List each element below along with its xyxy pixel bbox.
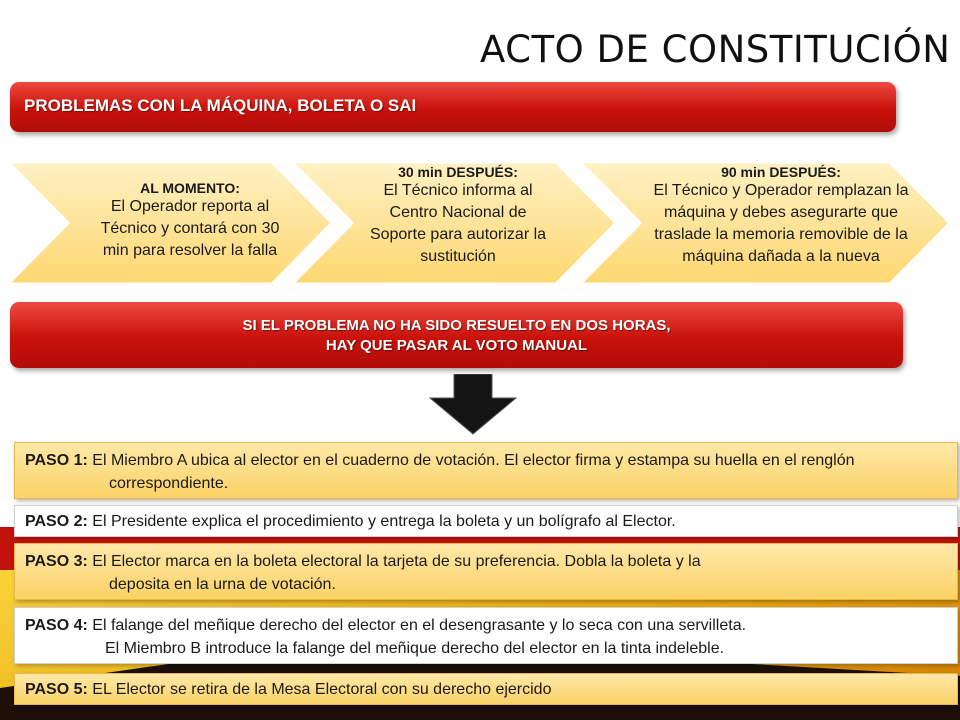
down-arrow-icon [428,374,518,441]
step-3 [14,543,958,600]
step-label: PASO 5: [25,681,88,698]
step-text-cont: correspondiente. [109,475,229,492]
stage-line: El Técnico y Operador remplazan la [653,182,909,199]
step-4 [14,607,958,664]
stage-chevron-3 [578,160,954,286]
step-text: EL Elector se retira de la Mesa Electoral con su derecho ejercido [92,681,552,698]
step-label: PASO 3: [25,553,88,570]
warning-banner [10,302,903,368]
stage-heading: AL MOMENTO: [140,180,240,196]
step-text: El Presidente explica el procedimiento y entrega la boleta y un bolígrafo al Elector. [92,513,676,530]
step-label: PASO 4: [25,617,88,634]
step-1 [14,442,958,499]
stage-heading: 30 min DESPUÉS: [398,164,518,180]
stage-line: Centro Nacional de [389,204,527,221]
stage-line: min para resolver la falla [102,242,278,259]
step-5 [14,673,958,705]
step-text-cont: El Miembro B introduce la falange del meñique derecho del elector en la tinta indeleble. [105,640,725,657]
stage-chevron-1 [6,160,336,286]
stage-heading: 90 min DESPUÉS: [721,164,841,180]
step-text: El falange del meñique derecho del elector en el desengrasante y lo seca con una servilleta. [92,617,747,634]
stage-line: El Operador reporta al [110,198,270,215]
stage-line: máquina y debes asegurarte que [664,204,898,221]
stage-line: Técnico y contará con 30 [100,220,280,237]
warning-line-2: HAY QUE PASAR AL VOTO MANUAL [325,337,588,354]
stage-line: máquina dañada a la nueva [682,248,880,265]
page-title: ACTO DE CONSTITUCIÓN [480,28,951,71]
step-2 [14,505,958,537]
step-text: El Elector marca en la boleta electoral la tarjeta de su preferencia. Dobla la boleta y la [92,553,701,570]
stage-line: traslade la memoria removible de la [654,226,908,243]
stage-chevron-2 [290,160,620,286]
step-text-cont: deposita en la urna de votación. [109,576,336,593]
stage-line: El Técnico informa al [383,182,533,199]
problems-banner: PROBLEMAS CON LA MÁQUINA, BOLETA O SAI [10,82,896,132]
stage-line: sustitución [420,248,496,265]
stage-line: Soporte para autorizar la [369,226,547,243]
step-label: PASO 2: [25,513,88,530]
step-label: PASO 1: [25,452,88,469]
step-text: El Miembro A ubica al elector en el cuaderno de votación. El elector firma y estampa su huella en el renglón [92,452,855,469]
warning-line-1: SI EL PROBLEMA NO HA SIDO RESUELTO EN DOS HORAS, [242,317,671,334]
